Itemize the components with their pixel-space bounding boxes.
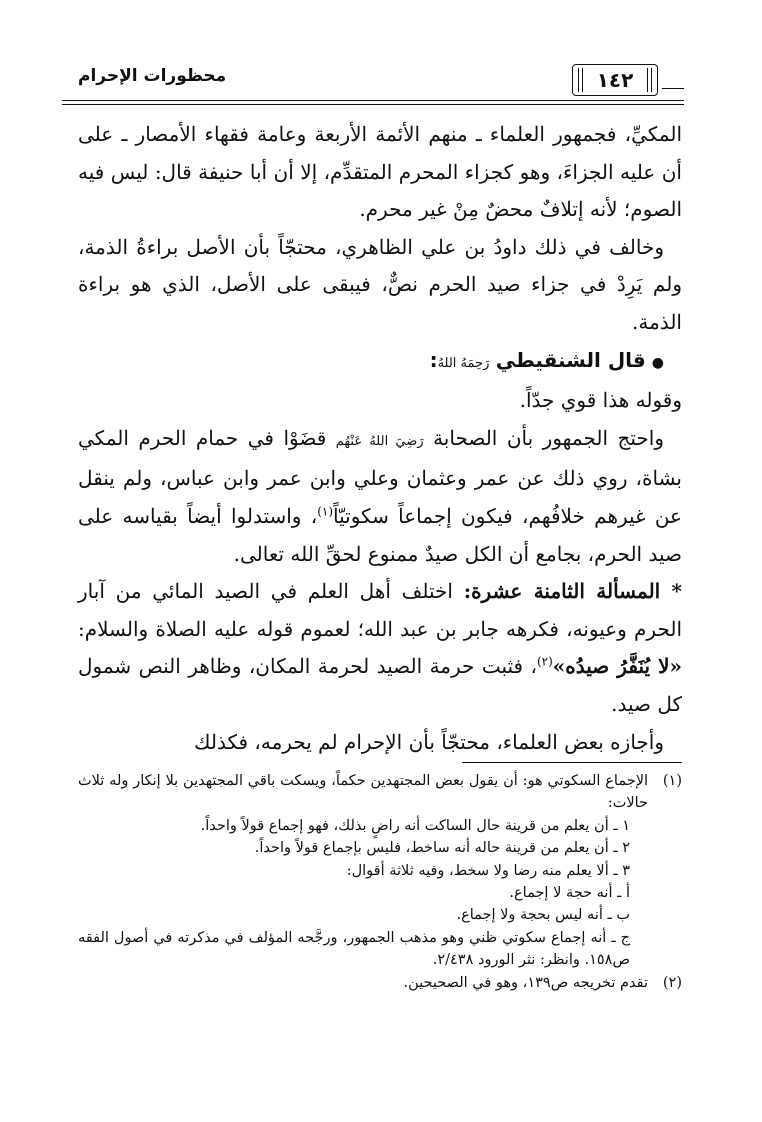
honorific: رَحِمَهُ اللهُ <box>437 355 490 371</box>
issue-label: * المسألة الثامنة عشرة: <box>463 579 683 604</box>
footnote <box>78 770 682 972</box>
section-heading <box>78 342 682 383</box>
footnote-body <box>78 770 648 972</box>
footnote-line: ج ـ أنه إجماع سكوتي ظني وهو مذهب الجمهور، ورجَّحه المؤلف في مذكرته في أصول الفقه ص١٥٨. وانظر: نثر الورود ٢/٤٣٨. <box>78 929 630 969</box>
paragraph: وقوله هذا قوي جدّاً. <box>519 388 682 413</box>
footnote-separator <box>462 762 682 763</box>
footnote-line: أ ـ أنه حجة لا إجماع. <box>509 885 630 902</box>
footnote-line: ١ ـ أن يعلم من قرينة حال الساكت أنه راضٍ بذلك، فهو إجماع قولاً واحداً. <box>200 817 630 834</box>
header-rule <box>62 100 684 101</box>
honorific: رَضِيَ اللهُ عَنْهُم <box>335 433 424 449</box>
text-run: قضَوْا في حمام الحرم المكي بشاة، روي ذلك عن عمر وعثمان وعلي وابن عمر وابن عباس، ولم ينقل عن غيرهم خلافُهم، فيكون إجماعاً سكوتيّاً <box>78 425 682 528</box>
header-rule <box>62 104 684 105</box>
footnote <box>78 972 682 994</box>
page-number: ١٤٢ <box>572 64 658 96</box>
footnote-text: الإجماع السكوتي هو: أن يقول بعض المجتهدين حكماً، ويسكت باقي المجتهدين بلا إنكار وله ثلاث حالات: <box>78 773 648 812</box>
paragraph <box>78 573 682 723</box>
footnotes <box>78 770 682 994</box>
paragraph: المكيِّ، فجمهور العلماء ـ منهم الأئمة الأربعة وعامة فقهاء الأمصار ـ على أن عليه الجزاءَ، وهو كجزاء المحرم المتقدِّم، إلا أن أبا حنيفة قال: ليس فيه الصوم؛ لأنه إتلافٌ محضٌ مِنْ غير محرم. <box>78 122 682 222</box>
text-run: ، فثبت حرمة الصيد لحرمة المكان، وظاهر النص شمول كل صيد. <box>78 654 682 716</box>
footnote-text: تقدم تخريجه ص١٣٩، وهو في الصحيحين. <box>403 974 648 991</box>
footnote-line: ٢ ـ أن يعلم من قرينة حاله أنه ساخط، فليس بإجماع قولاً واحداً. <box>254 840 630 857</box>
paragraph: وأجازه بعض العلماء، محتجّاً بأن الإحرام لم يحرمه، فكذلك <box>194 729 664 754</box>
text-run: اختلف أهل العلم في الصيد المائي من آبار الحرم وعيونه، فكرهه جابر بن عبد الله؛ لعموم قوله عليه الصلاة والسلام: <box>78 579 683 641</box>
paragraph: وخالف في ذلك داودُ بن علي الظاهري، محتجّاً بأن الأصل براءةُ الذمة، ولم يَرِدْ في جزاء صيد الحرم نصٌّ، فيبقى على الأصل، الذي هو براءة الذمة. <box>78 234 682 334</box>
text-run: ، واستدلوا أيضاً بقياسه على صيد الحرم، بجامع أن الكل صيدٌ ممنوع لحقِّ الله تعالى. <box>78 503 682 566</box>
footnote-ref: (٢) <box>536 654 553 669</box>
bullet-icon: ● <box>651 354 664 371</box>
heading-colon: : <box>429 347 438 372</box>
hadith-quote: «لا يُنَفَّرُ صيدُه» <box>552 654 682 679</box>
running-title: محظورات الإحرام <box>70 66 234 86</box>
paragraph <box>78 420 682 573</box>
footnote-number: (٢) <box>662 974 682 991</box>
footnote-ref: (١) <box>317 504 334 519</box>
main-text <box>78 116 682 761</box>
header-rule <box>662 88 684 89</box>
text-run: واحتج الجمهور بأن الصحابة <box>433 425 665 450</box>
page-header <box>62 62 684 106</box>
heading-text: قال الشنقيطي <box>495 347 646 372</box>
footnote-line: ٣ ـ ألا يعلم منه رضا ولا سخط، وفيه ثلاثة أقوال: <box>346 862 630 879</box>
footnote-line: ب ـ أنه ليس بحجة ولا إجماع. <box>456 907 630 924</box>
footnote-number: (١) <box>662 773 682 789</box>
